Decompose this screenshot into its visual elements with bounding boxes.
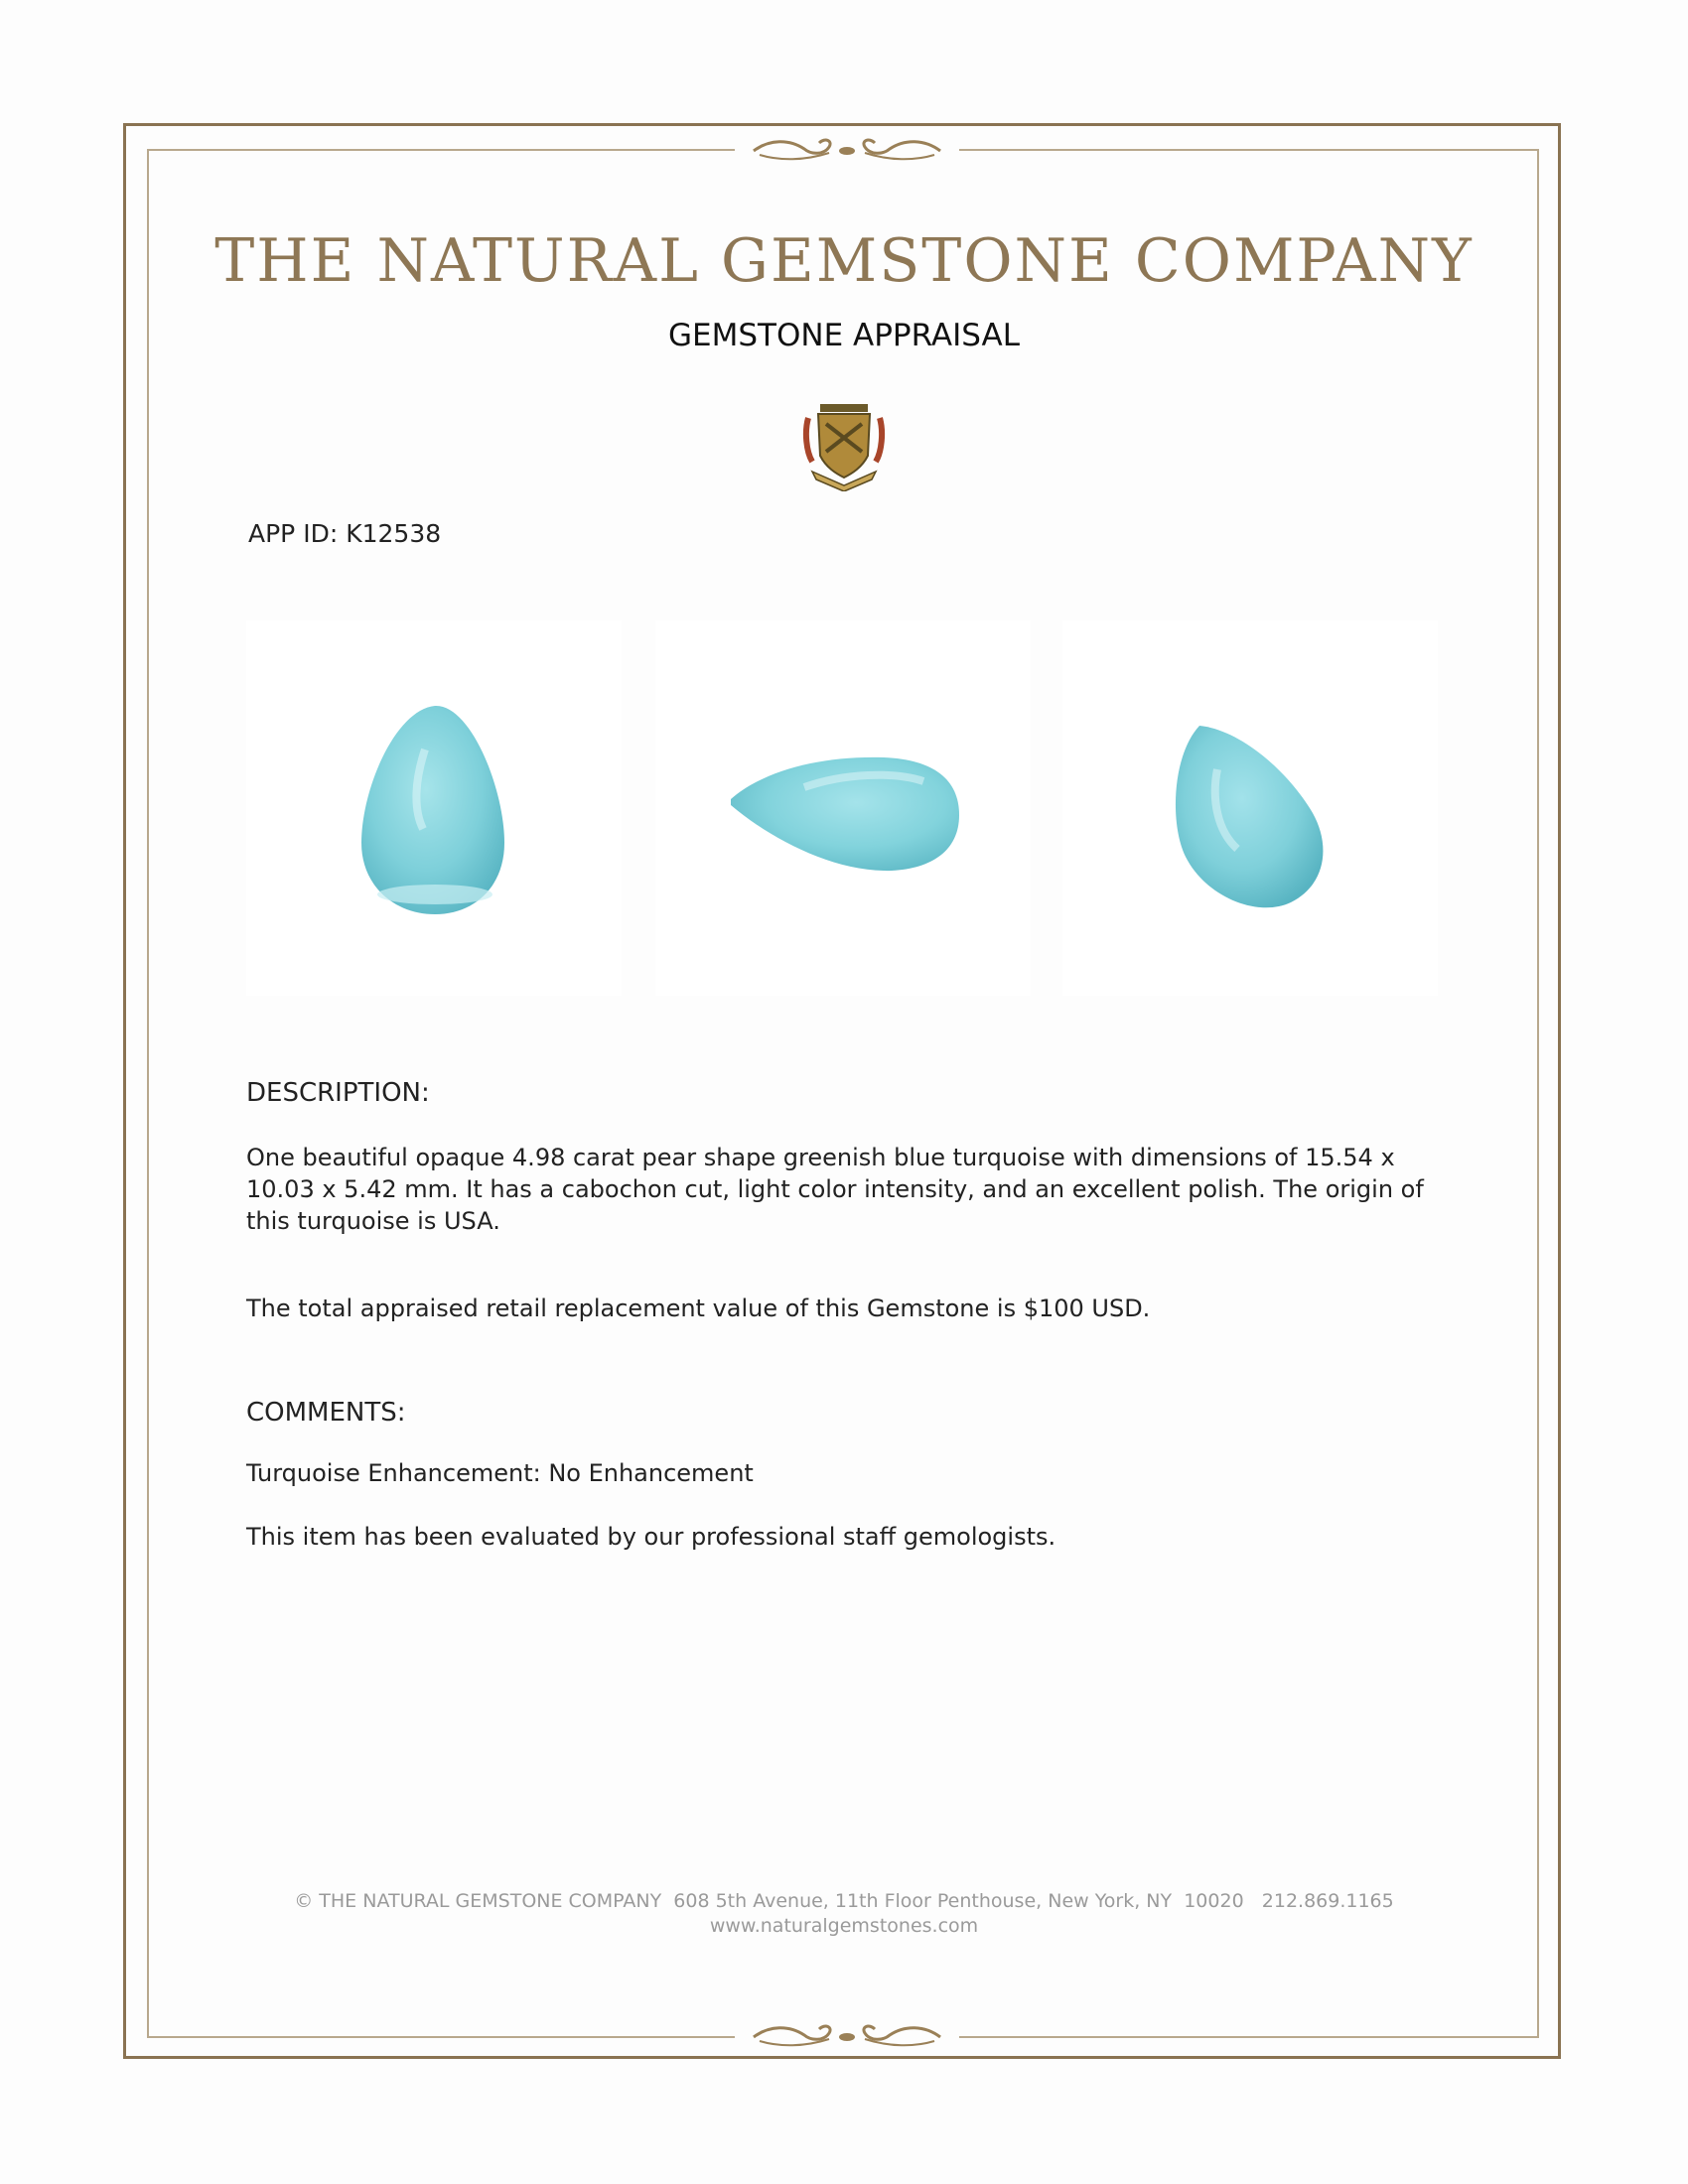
bottom-flourish-ornament (750, 2017, 944, 2057)
company-crest-logo (802, 402, 886, 491)
inner-frame-top-right (959, 149, 1539, 151)
enhancement-comment: Turquoise Enhancement: No Enhancement (246, 1459, 754, 1487)
footer-website-link[interactable]: www.naturalgemstones.com (709, 1915, 979, 1937)
description-heading: DESCRIPTION: (246, 1078, 430, 1108)
inner-frame-top-left (147, 149, 735, 151)
inner-frame-right (1537, 149, 1539, 2038)
inner-frame-bottom-right (959, 2036, 1539, 2038)
company-name-title: THE NATURAL GEMSTONE COMPANY (214, 226, 1474, 296)
evaluation-comment: This item has been evaluated by our professional staff gemologists. (246, 1523, 1056, 1551)
gem-photo-side (655, 620, 1031, 996)
appraised-value-statement: The total appraised retail replacement value of this Gemstone is $100 USD. (246, 1295, 1151, 1322)
document-title: GEMSTONE APPRAISAL (668, 318, 1020, 353)
app-id-value: K12538 (346, 519, 442, 548)
inner-frame-left (147, 149, 149, 2038)
description-text: One beautiful opaque 4.98 carat pear shape greenish blue turquoise with dimensions of 15.54 x 10.03 x 5.42 mm. It has a cabochon cut, light color intensity, and an excellent polish. The origin of this turquoise is USA. (246, 1144, 1424, 1235)
top-flourish-ornament (750, 131, 944, 171)
comments-heading: COMMENTS: (246, 1398, 406, 1428)
app-id (248, 519, 441, 548)
inner-frame-bottom-left (147, 2036, 735, 2038)
app-id-label: APP ID: (248, 519, 339, 548)
gem-photo-angle (1062, 620, 1438, 996)
gem-photo-front (246, 620, 622, 996)
footer-address: © THE NATURAL GEMSTONE COMPANY 608 5th Avenue, 11th Floor Penthouse, New York, NY 10020 212.869.1165 (294, 1890, 1394, 1912)
